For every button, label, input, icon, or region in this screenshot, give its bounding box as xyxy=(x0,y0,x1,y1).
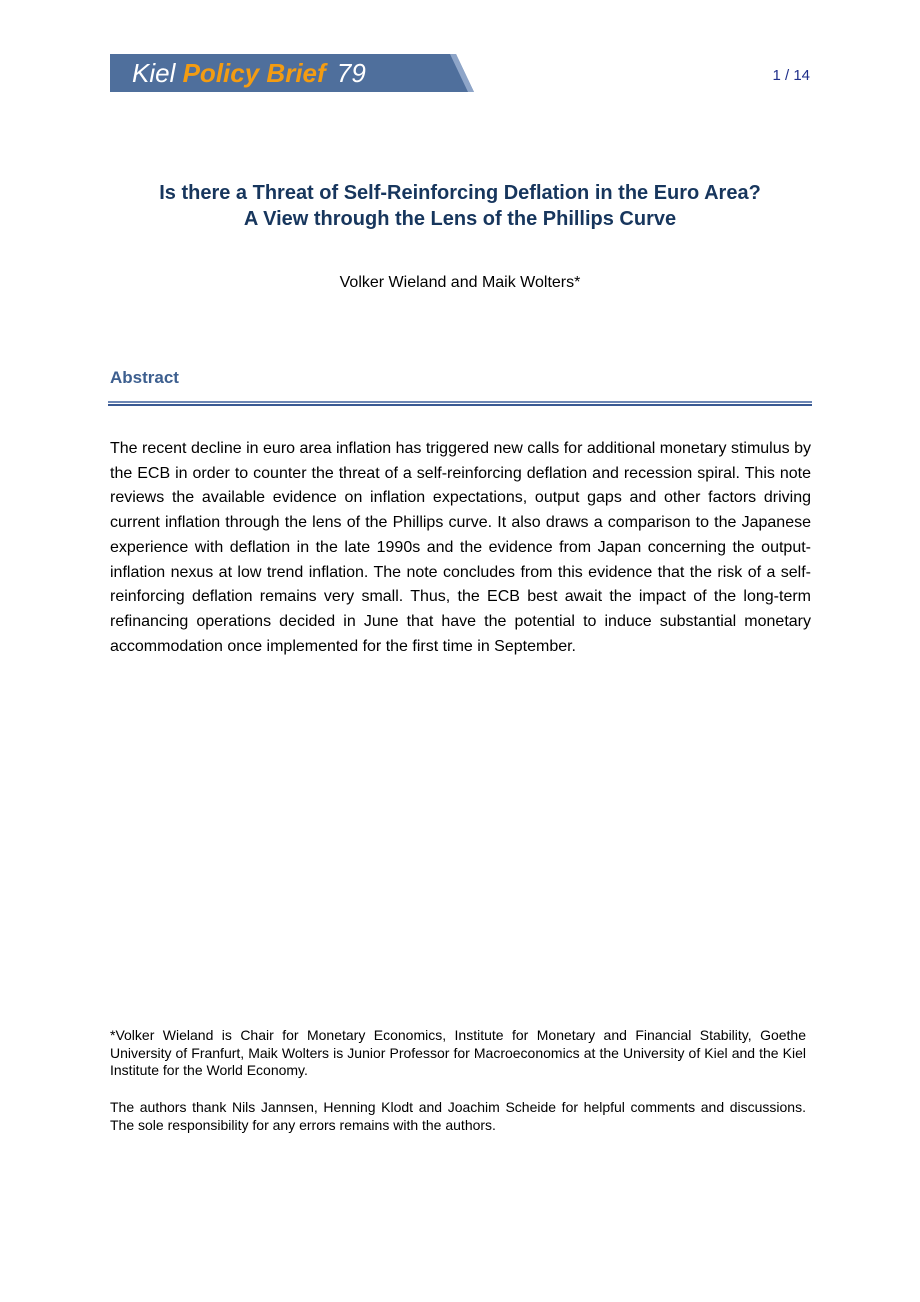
abstract-heading: Abstract xyxy=(110,368,179,387)
footnote-authors: *Volker Wieland is Chair for Monetary Economics, Institute for Monetary and Financial Stability, Goethe University of Franfurt, Maik Wolters is Junior Professor for Macroeconomics at the University of Kiel and the Kiel Institute for the World Economy. xyxy=(110,1027,806,1078)
abstract-divider xyxy=(108,401,812,406)
title-line-1: Is there a Threat of Self-Reinforcing Deflation in the Euro Area? xyxy=(159,182,761,204)
title-line-2: A View through the Lens of the Phillips Curve xyxy=(243,208,677,230)
authors: Volker Wieland and Maik Wolters* xyxy=(339,274,581,291)
footnote-thanks: The authors thank Nils Jannsen, Henning Klodt and Joachim Scheide for helpful comments and discussions. The sole responsibility for any errors remains with the authors. xyxy=(110,1099,806,1133)
page-indicator: 1 / 14 xyxy=(772,67,810,84)
header-banner xyxy=(110,54,474,92)
brand-policy: Policy xyxy=(182,58,260,88)
document-title xyxy=(110,180,810,232)
issue-number: 79 xyxy=(336,58,366,88)
brand-title xyxy=(132,57,366,89)
brand-kiel: Kiel xyxy=(132,58,176,88)
abstract-text: The recent decline in euro area inflation has triggered new calls for additional monetary stimulus by the ECB in order to counter the threat of a self-reinforcing deflation and recession spiral. This note reviews the available evidence on inflation expectations, output gaps and other factors driving current inflation through the lens of the Phillips curve. It also draws a comparison to the Japanese experience with deflation in the late 1990s and the evidence from Japan concerning the output-inflation nexus at low trend inflation. The note concludes from this evidence that the risk of a self-reinforcing deflation remains very small. Thus, the ECB best await the impact of the long-term refinancing operations decided in June that have the potential to induce substantial monetary accommodation once implemented for the first time in September. xyxy=(110,440,811,655)
brand-brief: Brief xyxy=(266,58,326,88)
